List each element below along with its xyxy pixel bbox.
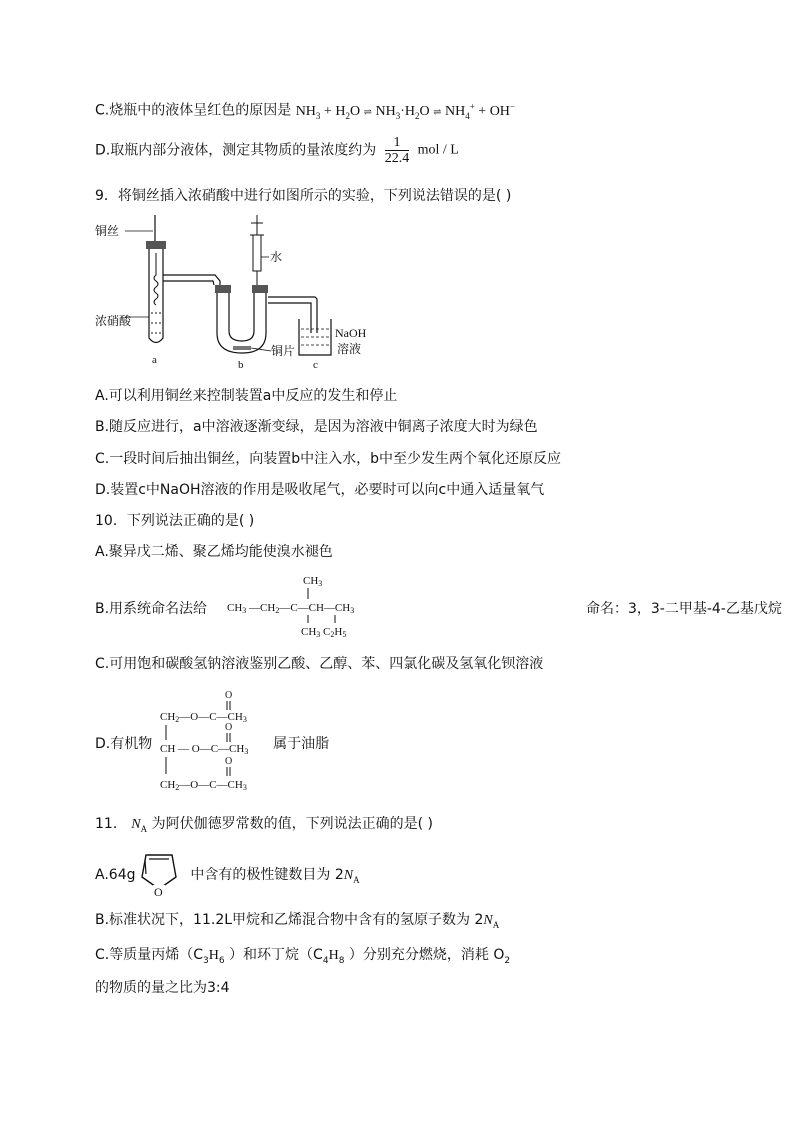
q10-structure-b [227, 573, 407, 641]
q9-option-a: A.可以利用铜丝来控制装置a中反应的发生和停止 [95, 388, 398, 404]
q10-option-d: D.有机物 属于油脂 [95, 736, 330, 752]
svg-text:O: O [154, 885, 163, 899]
svg-text:CH2—O—C—CH3: CH2—O—C—CH3 [160, 711, 247, 724]
q9-apparatus-figure [95, 213, 415, 373]
q11-option-a: A.64g 中含有的极性键数目为 $2N_A$ [95, 867, 360, 885]
q9-option-d: D.装置c中NaOH溶液的作用是吸收尾气，必要时可以向c中通入适量氧气 [95, 482, 545, 498]
reversible-arrow-icon: ⇌ [433, 106, 442, 118]
q10-stem: 10．下列说法正确的是( ) [95, 513, 255, 529]
svg-text:O: O [225, 690, 233, 701]
label-c: c [313, 359, 318, 371]
q9-stem: 9．将铜丝插入浓硝酸中进行如图所示的实验，下列说法错误的是( ) [95, 188, 512, 204]
svg-text:CH3 —CH2—C—CH—CH3: CH3 —CH2—C—CH—CH3 [227, 602, 355, 615]
q9-option-c: C.一段时间后抽出铜丝，向装置b中注入水，b中至少发生两个氧化还原反应 [95, 451, 561, 467]
svg-text:CH — O—C—CH3: CH — O—C—CH3 [160, 743, 249, 756]
q9-option-b: B.随反应进行，a中溶液逐渐变绿，是因为溶液中铜离子浓度大时为绿色 [95, 419, 538, 435]
svg-text:O: O [225, 756, 233, 767]
label-naoh: NaOH [335, 326, 367, 340]
ionization-equation: $NH_3 + H_2O$ ⇌ $NH_3\cdot H_2O$ ⇌ $NH_4^+ + OH^-$ [295, 101, 515, 121]
fraction: $\frac{1}{22.4}$ [384, 135, 410, 166]
label-a: a [152, 354, 157, 366]
q11-stem: 11． $N_A$ 为阿伏伽德罗常数的值，下列说法正确的是( ) [95, 816, 433, 834]
label-water: 水 [270, 250, 283, 264]
q10-option-b: B.用系统命名法给 命名：3，3-二甲基-4-乙基戊烷 [95, 601, 782, 617]
q11-option-b: B.标准状况下，11.2L甲烷和乙烯混合物中含有的氢原子数为 $2N_A$ [95, 912, 500, 930]
q10-structure-d [160, 688, 280, 800]
svg-text:CH2—O—C—CH3: CH2—O—C—CH3 [160, 779, 247, 792]
label-acid: 浓硝酸 [95, 314, 132, 328]
label-copper: 铜片 [271, 344, 296, 358]
q8-option-d: D.取瓶内部分液体，测定其物质的量浓度约为 $\frac{1}{22.4}$ mol / L [95, 135, 459, 166]
svg-text:CH3 C2H5: CH3 C2H5 [301, 626, 347, 639]
svg-text:CH3: CH3 [303, 575, 323, 588]
furan-ring-icon [136, 847, 182, 899]
q10-option-a: A.聚异戊二烯、聚乙烯均能使溴水褪色 [95, 544, 333, 560]
q8-option-c: C.烧瓶中的液体呈红色的原因是 $NH_3 + H_2O$ ⇌ $NH_3\cdot H_2O$ ⇌ $NH_4^+ + OH^-$ [95, 101, 515, 121]
label-b: b [238, 359, 244, 371]
label-wire: 铜丝 [95, 224, 120, 238]
q10-option-c: C.可用饱和碳酸氢钠溶液鉴别乙酸、乙醇、苯、四氯化碳及氢氧化钡溶液 [95, 656, 544, 672]
reversible-arrow-icon: ⇌ [363, 106, 372, 118]
label-solution: 溶液 [337, 342, 362, 356]
svg-text:O: O [225, 722, 233, 733]
q11-option-c-line2: 的物质的量之比为3:4 [95, 980, 230, 996]
q11-option-c: C.等质量丙烯（$C_3H_6$ ）和环丁烷（$C_4H_8$ ）分别充分燃烧，消耗 $O_2$ [95, 947, 511, 966]
